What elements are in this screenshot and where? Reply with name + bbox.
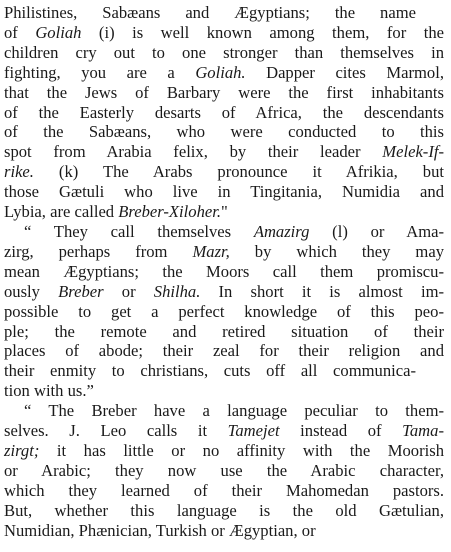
- text-line: selves. J. Leo calls it Tamejet instead of Tama-: [4, 421, 444, 441]
- text-line: possible to get a perfect knowledge of this peo-: [4, 301, 444, 321]
- italic-term: Tama-: [402, 421, 444, 441]
- text-line: zirg, perhaps from Mazr, by which they may: [4, 241, 444, 261]
- text-line: fighting, you are a Goliah. Dapper cites Marmol,: [4, 62, 444, 82]
- text-line: “ They call themselves Amazirg (l) or Ama-: [24, 221, 445, 241]
- text-line: Philistines, Sabæans and Ægyptians; the name: [4, 3, 416, 22]
- text-line: or Arabic; they now use the Arabic character,: [4, 460, 444, 480]
- text-line: ously Breber or Shilha. In short it is almost im-: [4, 281, 445, 301]
- italic-term: Shilha.: [153, 281, 201, 301]
- text-line: rike. (k) The Arabs pronounce it Afrikia, but: [4, 162, 444, 182]
- italic-term: Breber: [58, 281, 104, 301]
- text-line: mean Ægyptians; the Moors call them promiscu-: [4, 261, 444, 281]
- text-line: which they learned of their Mahomedan pastors.: [4, 480, 444, 500]
- text-line: of Goliah (i) is well known among them, for the: [4, 22, 444, 42]
- text-line: of the Sabæans, who were conducted to this: [4, 122, 444, 142]
- text-line: those Gætuli who live in Tingitania, Numidia and: [4, 182, 444, 202]
- text-line: of the Easterly desarts of Africa, the descendants: [4, 102, 444, 122]
- text-line: zirgt; it has little or no affinity with the Moorish: [4, 440, 444, 460]
- text-line: Numidian, Phænician, Turkish or Ægyptian, or: [4, 520, 316, 540]
- text-line: “ The Breber have a language peculiar to them-: [24, 401, 444, 421]
- italic-term: rike.: [4, 162, 34, 182]
- text-line: spot from Arabia felix, by their leader Melek-If-: [4, 142, 444, 162]
- text-line: that the Jews of Barbary were the first inhabitants: [4, 82, 444, 102]
- italic-term: Amazirg: [253, 221, 310, 241]
- italic-term: Goliah: [35, 22, 82, 42]
- text-line: places of abode; their zeal for their religion and: [4, 341, 444, 361]
- italic-term: zirgt;: [4, 440, 40, 460]
- body-text: [4, 3, 444, 540]
- italic-term: Breber-Xiloher.: [118, 202, 222, 222]
- italic-term: Tamejet: [227, 421, 280, 441]
- text-line: children cry out to one stronger than themselves in: [4, 42, 444, 62]
- italic-term: Mazr,: [192, 241, 230, 261]
- text-line: Lybia, are called Breber-Xiloher.": [4, 202, 228, 222]
- italic-term: Melek-If-: [382, 142, 444, 162]
- text-line: ple; the remote and retired situation of their: [4, 321, 444, 341]
- text-line: But, whether this language is the old Gætulian,: [4, 500, 444, 520]
- text-line: tion with us.”: [4, 381, 94, 401]
- italic-term: Goliah.: [195, 62, 246, 82]
- text-line: their enmity to christians, cuts off all communica-: [4, 361, 416, 381]
